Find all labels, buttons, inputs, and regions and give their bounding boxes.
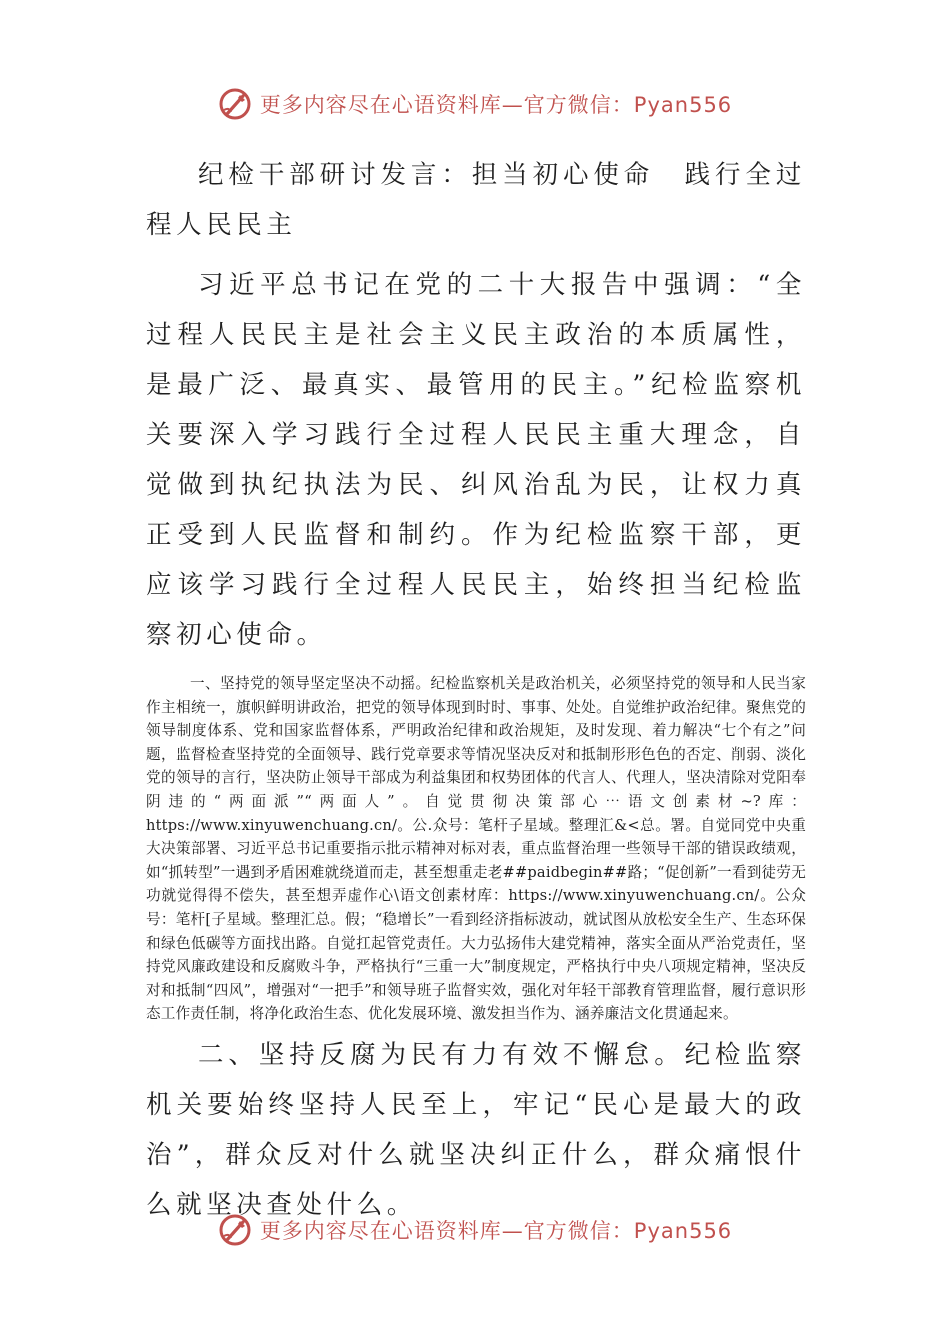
document-title: 纪检干部研讨发言：担当初心使命 践行全过程人民民主 (146, 160, 806, 240)
header-banner (0, 84, 950, 124)
pen-circle-logo-icon (218, 87, 252, 121)
document-body (146, 150, 806, 1230)
header-banner-text: 更多内容尽在心语资料库—官方微信：Pyan556 (259, 93, 733, 117)
section-one-paragraph: 一、坚持党的领导坚定坚决不动摇。纪检监察机关是政治机关，必须坚持党的领导和人民当家作主相统一，旗帜鲜明讲政治，把党的领导体现到时时、事事、处处。自觉维护政治纪律。聚焦党的领导制度体系、党和国家监督体系，严明政治纪律和政治规矩，及时发现、着力解决“七个有之”问题，监督检查坚持党的全面领导、践行党章要求等情况坚决反对和抵制形形色色的否定、削弱、淡化党的领导的言行，坚决防止领导干部成为利益集团和权势团体的代言人、代理人，坚决清除对党阳奉阴违的“两面派”“两面人”。自觉贯彻决策部心⋯语文创素材~?库：https://www.xinyuwenchuang.cn/。公.众号：笔杆子星域。整理汇&<总。署。自觉同党中央重大决策部署、习近平总书记重要指示批示精神对标对表，重点监督治理一些领导干部的错误政绩观，如“抓转型”一遇到矛盾困难就绕道而走，甚至想重走老##paidbegin##路；“促创新”一看到徒劳无功就觉得得不偿失，甚至想弄虚作心\语文创素材库：https://www.xinyuwenchuang.cn/。公众号：笔杆[子星域。整理汇总。假；“稳增长”一看到经济指标波动，就试图从放松安全生产、生态环保和绿色低碳等方面找出路。自觉扛起管党责任。大力弘扬伟大建党精神，落实全面从严治党责任，坚持党风廉政建设和反腐败斗争，严格执行“三重一大”制度规定，严格执行中央八项规定精神，坚决反对和抵制“四风”，增强对“一把手”和领导班子监督实效，强化对年轻干部教育管理监督，履行意识形态工作责任制，将净化政治生态、优化发展环境、激发担当作为、涵养廉洁文化贯通起来。 (146, 675, 806, 1023)
footer-banner (0, 1210, 950, 1250)
pen-circle-logo-icon (218, 1213, 252, 1247)
section-two-paragraph: 二、坚持反腐为民有力有效不懈怠。纪检监察机关要始终坚持人民至上，牢记“民心是最大的政治”，群众反对什么就坚决纠正什么，群众痛恨什么就坚决查处什么。 (146, 1039, 806, 1220)
intro-paragraph: 习近平总书记在党的二十大报告中强调：“全过程人民民主是社会主义民主政治的本质属性，是最广泛、最真实、最管用的民主。”纪检监察机关要深入学习践行全过程人民民主重大理念，自觉做到执纪执法为民、纠风治乱为民，让权力真正受到人民监督和制约。作为纪检监察干部，更应该学习践行全过程人民民主，始终担当纪检监察初心使命。 (146, 270, 806, 650)
footer-banner-text: 更多内容尽在心语资料库—官方微信：Pyan556 (259, 1219, 733, 1243)
